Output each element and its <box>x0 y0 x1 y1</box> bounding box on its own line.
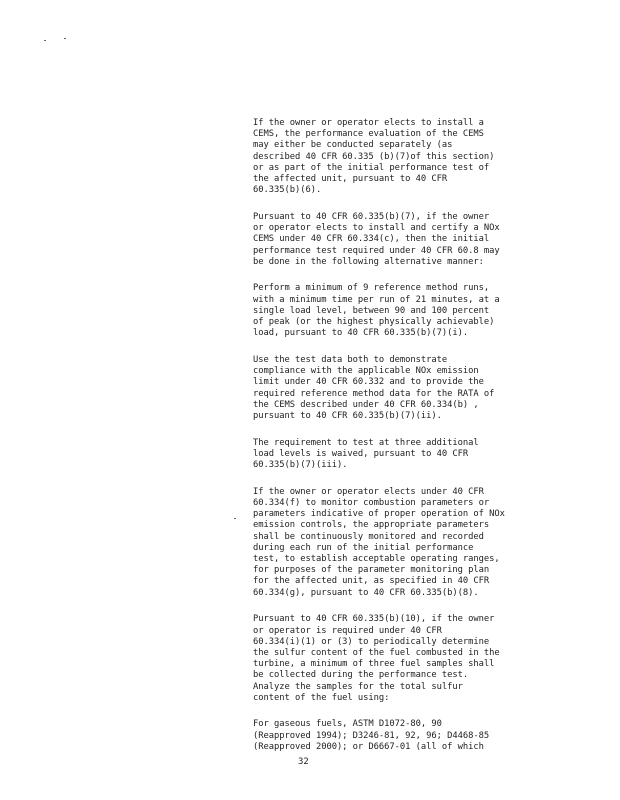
paragraph-sulfur-content: Pursuant to 40 CFR 60.335(b)(10), if the owner or operator is required under 40 CFR 60.334(i)(1) or (3) to periodically determine the sulfur content of the fuel combusted in the turbine, a minimum of three fuel samples shall be collected during the performance test. Analyze the samples for the total sulfur content of the fuel using: <box>253 614 500 703</box>
paragraph-test-data-use: Use the test data both to demonstrate compliance with the applicable NOx emission limit under 40 CFR 60.332 and to provide the required reference method data for the RATA of the CEMS described under 40 CFR 60.334(b) , pursuant to 40 CFR 60.335(b)(7)(ii). <box>253 354 495 421</box>
body-text-column <box>253 118 553 769</box>
paragraph-reference-method-runs: Perform a minimum of 9 reference method runs, with a minimum time per run of 21 minutes, at a single load level, between 90 and 100 percent of peak (or the highest physically achievable) load, pursuant to 40 CFR 60.335(b)(7)(i). <box>253 283 500 339</box>
scan-speck <box>234 518 236 519</box>
paragraph-parameter-monitoring: If the owner or operator elects under 40 CFR 60.334(f) to monitor combustion parameters or parameters indicative of proper operation of NOx emission controls, the appropriate parameters shall be continuously monitored and recorded during each run of the initial performance test, to establish acceptable operating ranges, for purposes of the parameter monitoring plan for the affected unit, as specified in 40 CFR 60.334(g), pursuant to 40 CFR 60.335(b)(8). <box>253 486 505 598</box>
page-number: 32 <box>298 757 309 767</box>
paragraph-nox-cems-alternative: Pursuant to 40 CFR 60.335(b)(7), if the owner or operator elects to install and certify a NOx CEMS under 40 CFR 60.334(c), then the initial performance test required under 40 CFR 60.8 may be done in the following alternative manner: <box>253 211 500 267</box>
paragraph-gaseous-fuels: For gaseous fuels, ASTM D1072-80, 90 (Reapproved 1994); D3246-81, 92, 96; D4468-85 (Reapproved 2000); or D6667-01 (all of which <box>253 719 490 752</box>
scan-speck <box>64 38 66 39</box>
paragraph-cems-evaluation: If the owner or operator elects to install a CEMS, the performance evaluation of the CEMS may either be conducted separately (as described 40 CFR 60.335 (b)(7)of this section) or as part of the initial performance test of the affected unit, pursuant to 40 CFR 60.335(b)(6). <box>253 118 495 196</box>
scan-speck <box>44 40 46 41</box>
paragraph-load-levels-waived: The requirement to test at three additional load levels is waived, pursuant to 40 CFR 60.335(b)(7)(iii). <box>253 437 479 471</box>
